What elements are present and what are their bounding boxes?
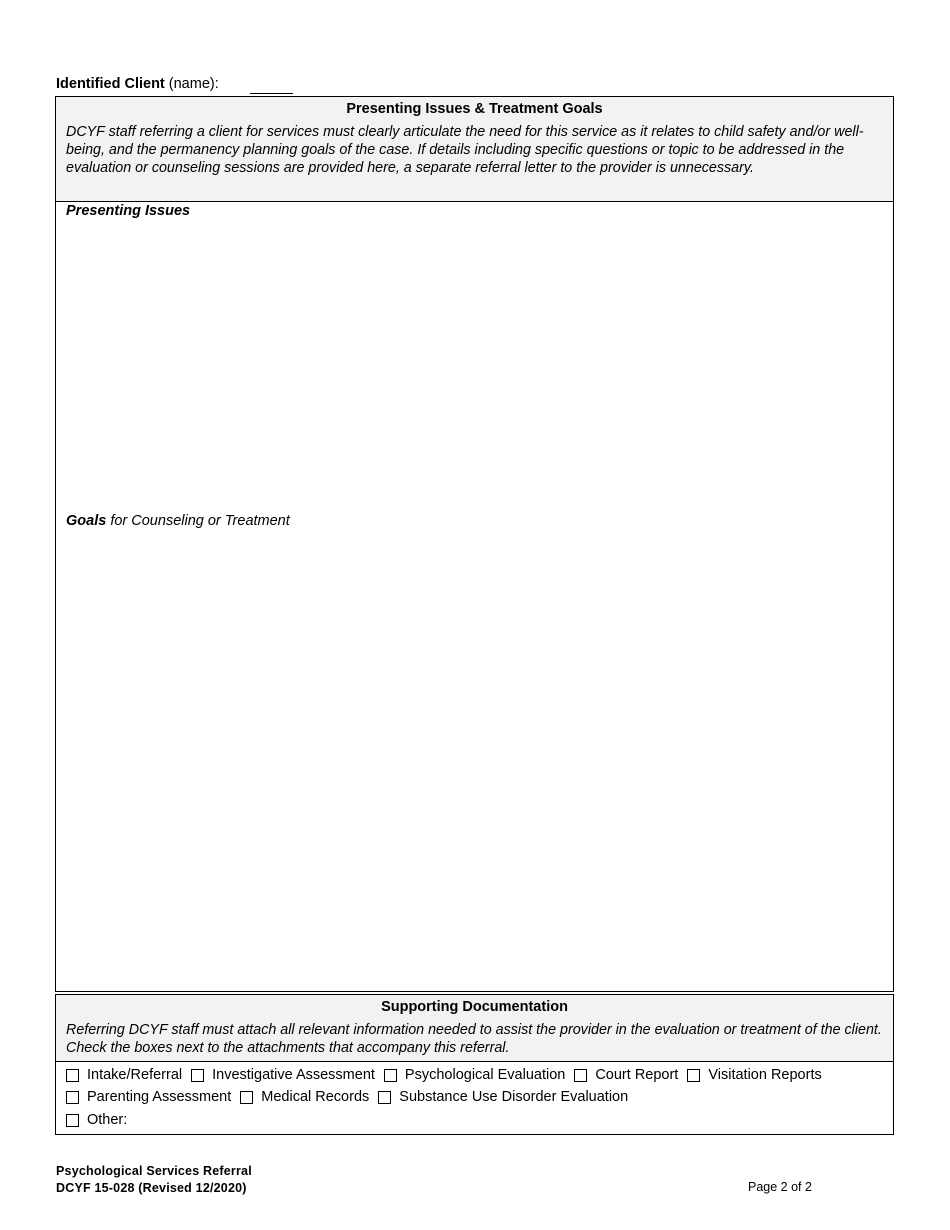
checkbox-item[interactable]: Other: bbox=[66, 1112, 127, 1128]
checkbox[interactable] bbox=[687, 1069, 700, 1082]
presenting-issues-field[interactable] bbox=[56, 225, 893, 507]
checkbox[interactable] bbox=[66, 1091, 79, 1104]
checkbox-row bbox=[66, 1089, 637, 1105]
page-number: Page 2 of 2 bbox=[748, 1180, 812, 1194]
checkbox-row bbox=[66, 1112, 136, 1128]
section-title: Supporting Documentation bbox=[381, 999, 568, 1015]
goals-label: Goals for Counseling or Treatment bbox=[66, 513, 290, 529]
checkbox[interactable] bbox=[574, 1069, 587, 1082]
checkbox-row bbox=[66, 1067, 831, 1083]
supporting-documentation-header bbox=[56, 995, 893, 1062]
checkbox-item[interactable]: Visitation Reports bbox=[687, 1067, 821, 1083]
presenting-issues-header bbox=[56, 97, 893, 202]
checkbox-item[interactable]: Substance Use Disorder Evaluation bbox=[378, 1089, 628, 1105]
checkbox-item[interactable]: Investigative Assessment bbox=[191, 1067, 375, 1083]
checkbox[interactable] bbox=[191, 1069, 204, 1082]
checkbox-item[interactable]: Intake/Referral bbox=[66, 1067, 182, 1083]
section-instructions: Referring DCYF staff must attach all relevant information needed to assist the provider in the evaluation or treatment of the client. Check the boxes next to the attachments that accompany this referral. bbox=[66, 1022, 882, 1056]
checkbox-item[interactable]: Medical Records bbox=[240, 1089, 369, 1105]
section-instructions: DCYF staff referring a client for services must clearly articulate the need for this service as it relates to child safety and/or well-being, and the permanency planning goals of the case. If details including specific questions or topic to be addressed in the evaluation or counseling sessions are provided here, a separate referral letter to the provider is unnecessary. bbox=[66, 124, 864, 176]
checkbox[interactable] bbox=[384, 1069, 397, 1082]
checkbox[interactable] bbox=[66, 1069, 79, 1082]
form-name: Psychological Services Referral bbox=[56, 1164, 252, 1178]
supporting-documentation-section bbox=[55, 994, 894, 1135]
checkbox-item[interactable]: Psychological Evaluation bbox=[384, 1067, 565, 1083]
checkbox[interactable] bbox=[66, 1114, 79, 1127]
section-title: Presenting Issues & Treatment Goals bbox=[346, 101, 603, 117]
identified-client-label: Identified Client (name): bbox=[56, 76, 219, 92]
checkbox-item[interactable]: Parenting Assessment bbox=[66, 1089, 231, 1105]
client-name-field[interactable] bbox=[250, 76, 293, 94]
presenting-issues-section bbox=[55, 96, 894, 992]
checkbox[interactable] bbox=[240, 1091, 253, 1104]
form-number: DCYF 15-028 (Revised 12/2020) bbox=[56, 1181, 247, 1195]
checkbox-item[interactable]: Court Report bbox=[574, 1067, 678, 1083]
presenting-issues-label: Presenting Issues bbox=[66, 203, 191, 219]
goals-field[interactable] bbox=[56, 537, 893, 987]
checkbox[interactable] bbox=[378, 1091, 391, 1104]
footer-form-info bbox=[56, 1163, 252, 1197]
